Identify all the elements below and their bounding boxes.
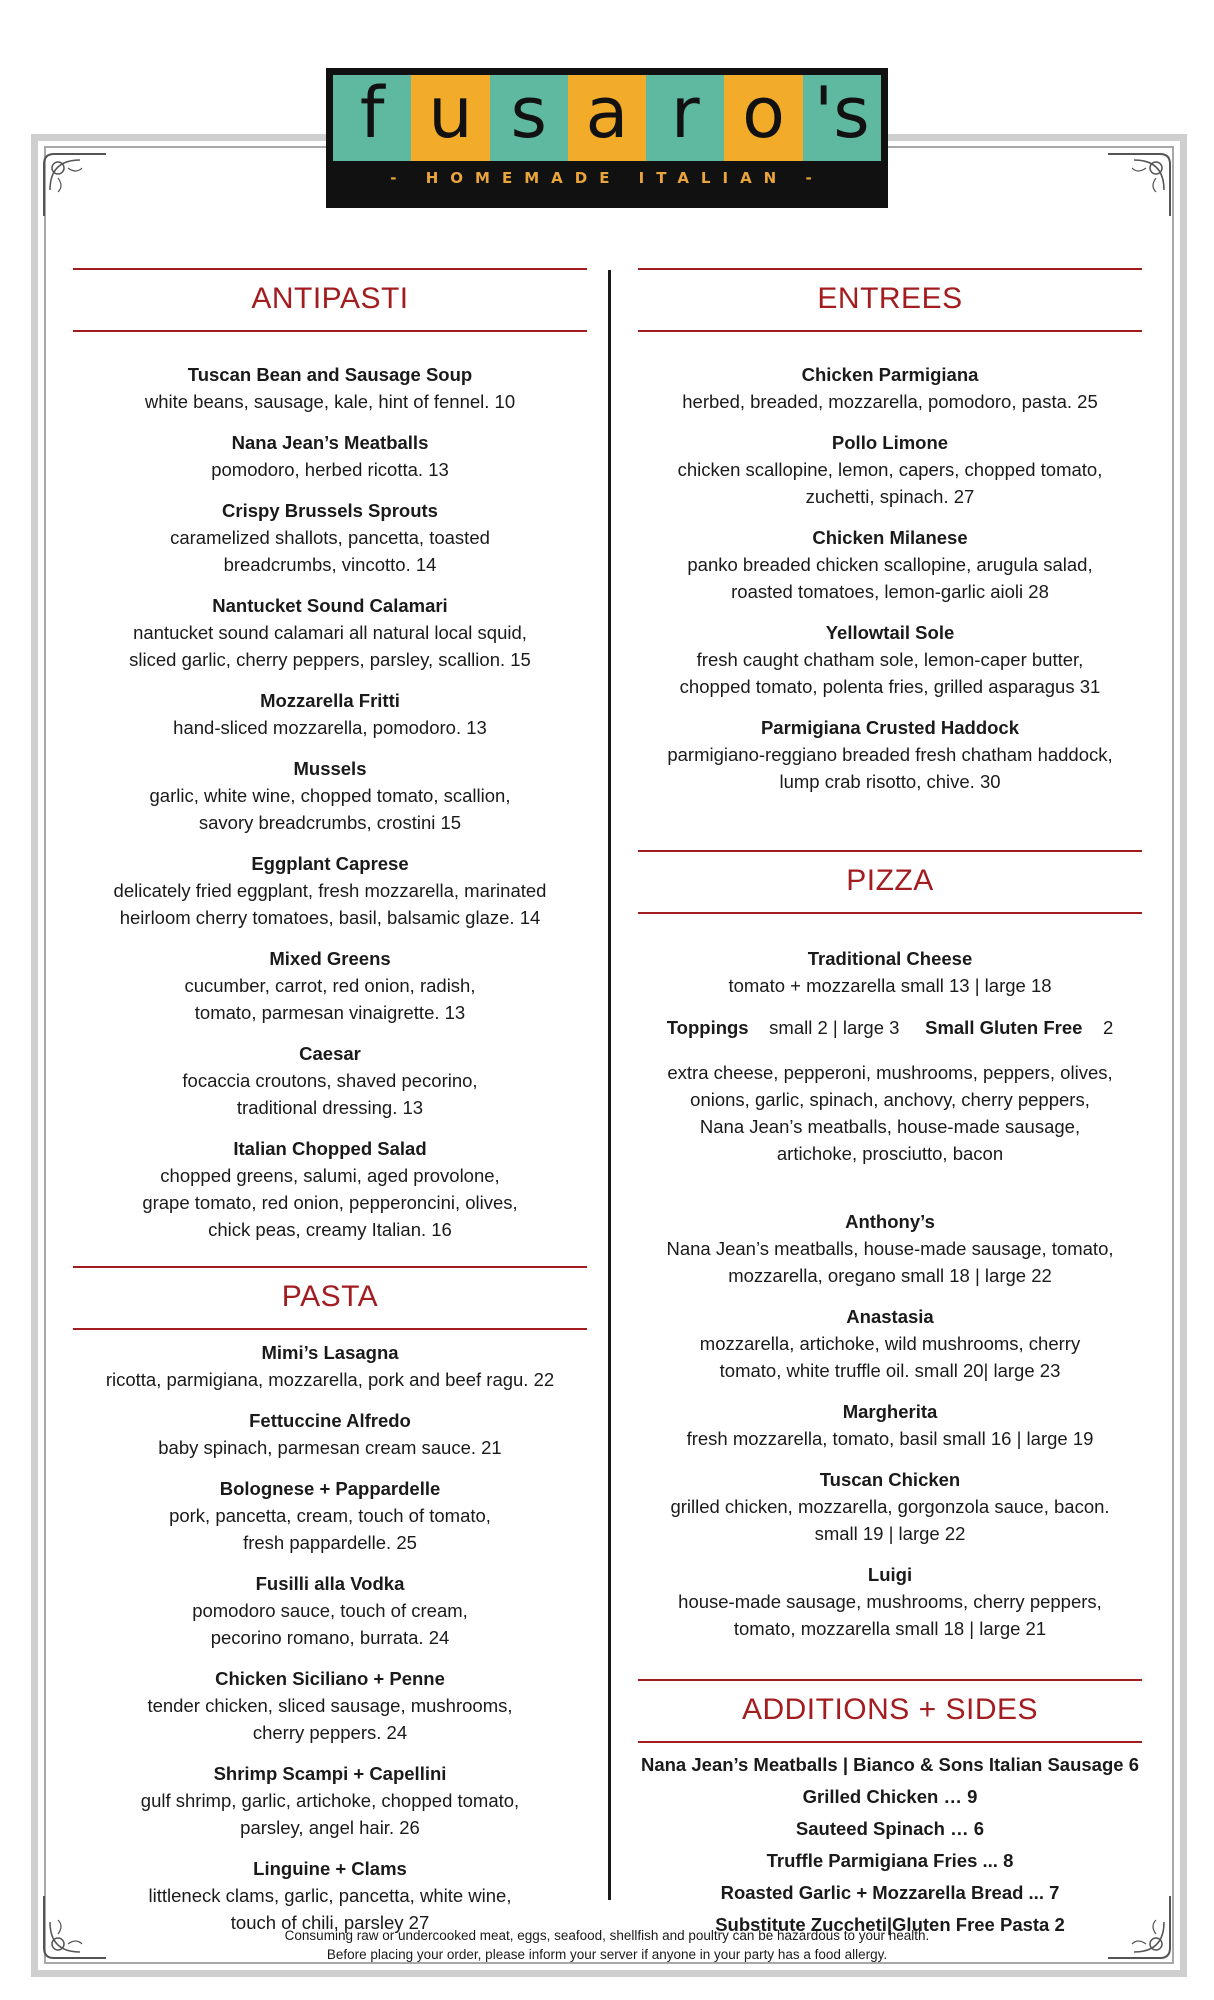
menu-item	[70, 1761, 590, 1841]
item-name: Mimi’s Lasagna	[261, 1342, 399, 1363]
item-name: Linguine + Clams	[253, 1858, 407, 1879]
entrees-header	[638, 268, 1142, 332]
menu-item	[635, 1399, 1145, 1452]
item-name: Traditional Cheese	[807, 948, 973, 969]
item-name: Chicken Parmigiana	[801, 364, 979, 385]
logo-letter: u	[411, 75, 489, 161]
restaurant-logo	[326, 68, 888, 208]
menu-item	[635, 1209, 1145, 1289]
item-name: Chicken Siciliano + Penne	[215, 1668, 445, 1689]
menu-item	[70, 1408, 590, 1461]
item-description: hand-sliced mozzarella, pomodoro. 13	[173, 717, 487, 738]
toppings-list: extra cheese, pepperoni, mushrooms, peppers, olives, onions, garlic, spinach, anchovy, cherry peppers, Nana Jean’s meatballs, house-made sausage, artichoke, prosciutto, bacon	[667, 1062, 1113, 1164]
logo-letter: r	[646, 75, 724, 161]
disclaimer-line: Before placing your order, please inform your server if anyone in your party has a food allergy.	[326, 1947, 888, 1962]
item-name: Mussels	[293, 758, 367, 779]
item-name: Caesar	[299, 1043, 361, 1064]
pasta-header	[73, 1266, 587, 1330]
section-title: ENTREES	[817, 282, 963, 315]
menu-item	[70, 1136, 590, 1243]
item-description: cucumber, carrot, red onion, radish, tomato, parmesan vinaigrette. 13	[184, 975, 476, 1023]
logo-letter: o	[724, 75, 802, 161]
menu-item	[635, 362, 1145, 415]
item-description: gulf shrimp, garlic, artichoke, chopped tomato, parsley, angel hair. 26	[140, 1790, 520, 1838]
section-rule	[73, 1328, 587, 1330]
logo-tagline: - HOMEMADE ITALIAN -	[390, 168, 824, 187]
menu-item	[70, 593, 590, 673]
item-name: Pollo Limone	[831, 432, 949, 453]
item-description: panko breaded chicken scallopine, arugula salad, roasted tomatoes, lemon-garlic aioli 28	[687, 554, 1093, 602]
pasta-list	[70, 1340, 590, 1936]
addition-item: Roasted Garlic + Mozzarella Bread ... 7	[720, 1882, 1060, 1903]
item-name: Eggplant Caprese	[251, 853, 409, 874]
item-name: Chicken Milanese	[812, 527, 968, 548]
item-description: pomodoro sauce, touch of cream, pecorino romano, burrata. 24	[192, 1600, 468, 1648]
antipasti-list	[70, 362, 590, 1243]
menu-item	[635, 525, 1145, 605]
logo-letter: a	[568, 75, 646, 161]
corner-ornament-icon	[1104, 150, 1174, 220]
item-name: Anthony’s	[845, 1211, 935, 1232]
additions-list	[635, 1749, 1145, 1941]
menu-item	[635, 430, 1145, 510]
menu-item	[70, 430, 590, 483]
addition-item: Substitute Zuccheti|Gluten Free Pasta 2	[715, 1914, 1065, 1935]
item-name: Anastasia	[846, 1306, 934, 1327]
item-name: Shrimp Scampi + Capellini	[213, 1763, 447, 1784]
menu-item	[70, 1571, 590, 1651]
menu-item	[70, 1856, 590, 1936]
item-description: caramelized shallots, pancetta, toasted breadcrumbs, vincotto. 14	[170, 527, 490, 575]
menu-item	[635, 1562, 1145, 1642]
addition-item: Truffle Parmigiana Fries ... 8	[766, 1850, 1014, 1871]
toppings-line	[635, 1014, 1145, 1041]
toppings-label: Toppings	[666, 1017, 749, 1038]
item-name: Fettuccine Alfredo	[249, 1410, 411, 1431]
item-description: Nana Jean’s meatballs, house-made sausage, tomato, mozzarella, oregano small 18 | large 22	[666, 1238, 1114, 1286]
menu-item	[70, 498, 590, 578]
item-description: tender chicken, sliced sausage, mushrooms, cherry peppers. 24	[147, 1695, 513, 1743]
item-description: chicken scallopine, lemon, capers, chopped tomato, zuchetti, spinach. 27	[677, 459, 1103, 507]
menu-item	[70, 362, 590, 415]
disclaimer-line: Consuming raw or undercooked meat, eggs, seafood, shellfish and poultry can be hazardous to your health.	[284, 1928, 930, 1943]
menu-item	[635, 946, 1145, 999]
column-divider	[608, 270, 611, 1900]
section-title: ADDITIONS + SIDES	[741, 1693, 1039, 1726]
item-name: Crispy Brussels Sprouts	[222, 500, 438, 521]
pizza-header	[638, 850, 1142, 914]
section-rule	[638, 330, 1142, 332]
menu-item	[70, 946, 590, 1026]
item-description: focaccia croutons, shaved pecorino, traditional dressing. 13	[182, 1070, 478, 1118]
menu-item	[635, 1467, 1145, 1547]
corner-ornament-icon	[40, 150, 110, 220]
section-rule	[638, 1741, 1142, 1743]
item-description: house-made sausage, mushrooms, cherry peppers, tomato, mozzarella small 18 | large 21	[678, 1591, 1102, 1639]
item-name: Mixed Greens	[269, 948, 391, 969]
item-name: Parmigiana Crusted Haddock	[760, 717, 1020, 738]
menu-item	[70, 1666, 590, 1746]
menu-item	[70, 851, 590, 931]
menu-item	[70, 1041, 590, 1121]
menu-item	[70, 688, 590, 741]
additions-header	[638, 1679, 1142, 1743]
item-description: mozzarella, artichoke, wild mushrooms, cherry tomato, white truffle oil. small 20| large 23	[699, 1333, 1081, 1381]
item-description: parmigiano-reggiano breaded fresh chatham haddock, lump crab risotto, chive. 30	[667, 744, 1113, 792]
item-description: fresh caught chatham sole, lemon-caper butter, chopped tomato, polenta fries, grilled asparagus 31	[679, 649, 1101, 697]
item-name: Bolognese + Pappardelle	[219, 1478, 441, 1499]
item-name: Margherita	[842, 1401, 938, 1422]
item-description: ricotta, parmigiana, mozzarella, pork and beef ragu. 22	[105, 1369, 555, 1390]
item-description: herbed, breaded, mozzarella, pomodoro, pasta. 25	[682, 391, 1098, 412]
item-description: fresh mozzarella, tomato, basil small 16 | large 19	[686, 1428, 1094, 1449]
gluten-free-label: Small Gluten Free	[925, 1017, 1083, 1038]
menu-item	[70, 1340, 590, 1393]
item-name: Luigi	[867, 1564, 913, 1585]
antipasti-header	[73, 268, 587, 332]
gluten-free-price: 2	[1102, 1017, 1114, 1038]
left-column	[70, 268, 590, 1951]
section-title: ANTIPASTI	[251, 282, 409, 315]
item-description: pork, pancetta, cream, touch of tomato, fresh pappardelle. 25	[169, 1505, 491, 1553]
logo-letter: f	[333, 75, 411, 161]
addition-item: Sauteed Spinach … 6	[795, 1818, 985, 1839]
item-description: baby spinach, parmesan cream sauce. 21	[158, 1437, 502, 1458]
logo-letter: 's	[803, 75, 881, 161]
item-description: nantucket sound calamari all natural local squid, sliced garlic, cherry peppers, parsley, scallion. 15	[129, 622, 531, 670]
menu-item	[70, 756, 590, 836]
item-description: delicately fried eggplant, fresh mozzarella, marinated heirloom cherry tomatoes, basil, balsamic glaze. 14	[113, 880, 547, 928]
toppings-prices: small 2 | large 3	[769, 1017, 900, 1038]
item-description: grilled chicken, mozzarella, gorgonzola sauce, bacon. small 19 | large 22	[670, 1496, 1110, 1544]
menu-item	[635, 1304, 1145, 1384]
addition-item: Grilled Chicken … 9	[802, 1786, 978, 1807]
item-description: chopped greens, salumi, aged provolone, grape tomato, red onion, pepperoncini, olives, chick peas, creamy Italian. 16	[142, 1165, 518, 1240]
item-description: pomodoro, herbed ricotta. 13	[211, 459, 449, 480]
menu-item	[635, 715, 1145, 795]
logo-letter: s	[490, 75, 568, 161]
item-name: Nana Jean’s Meatballs	[231, 432, 429, 453]
menu-item	[635, 620, 1145, 700]
section-title: PIZZA	[846, 864, 934, 897]
right-column	[635, 268, 1145, 1941]
section-rule	[73, 330, 587, 332]
item-name: Fusilli alla Vodka	[255, 1573, 405, 1594]
section-rule	[638, 912, 1142, 914]
pizza-list	[635, 1209, 1145, 1642]
item-name: Mozzarella Fritti	[260, 690, 400, 711]
item-name: Yellowtail Sole	[825, 622, 955, 643]
allergy-disclaimer	[0, 1926, 1214, 1964]
section-title: PASTA	[281, 1280, 379, 1313]
item-name: Italian Chopped Salad	[233, 1138, 427, 1159]
item-description: garlic, white wine, chopped tomato, scallion, savory breadcrumbs, crostini 15	[149, 785, 511, 833]
item-description: white beans, sausage, kale, hint of fennel. 10	[144, 391, 516, 412]
item-description: littleneck clams, garlic, pancetta, white wine, touch of chili, parsley 27	[148, 1885, 512, 1933]
item-name: Tuscan Bean and Sausage Soup	[187, 364, 473, 385]
menu-item	[70, 1476, 590, 1556]
entrees-list	[635, 362, 1145, 795]
item-name: Nantucket Sound Calamari	[212, 595, 448, 616]
item-description: tomato + mozzarella small 13 | large 18	[728, 975, 1052, 996]
item-name: Tuscan Chicken	[819, 1469, 961, 1490]
addition-item: Nana Jean’s Meatballs | Bianco & Sons Italian Sausage 6	[640, 1754, 1139, 1775]
